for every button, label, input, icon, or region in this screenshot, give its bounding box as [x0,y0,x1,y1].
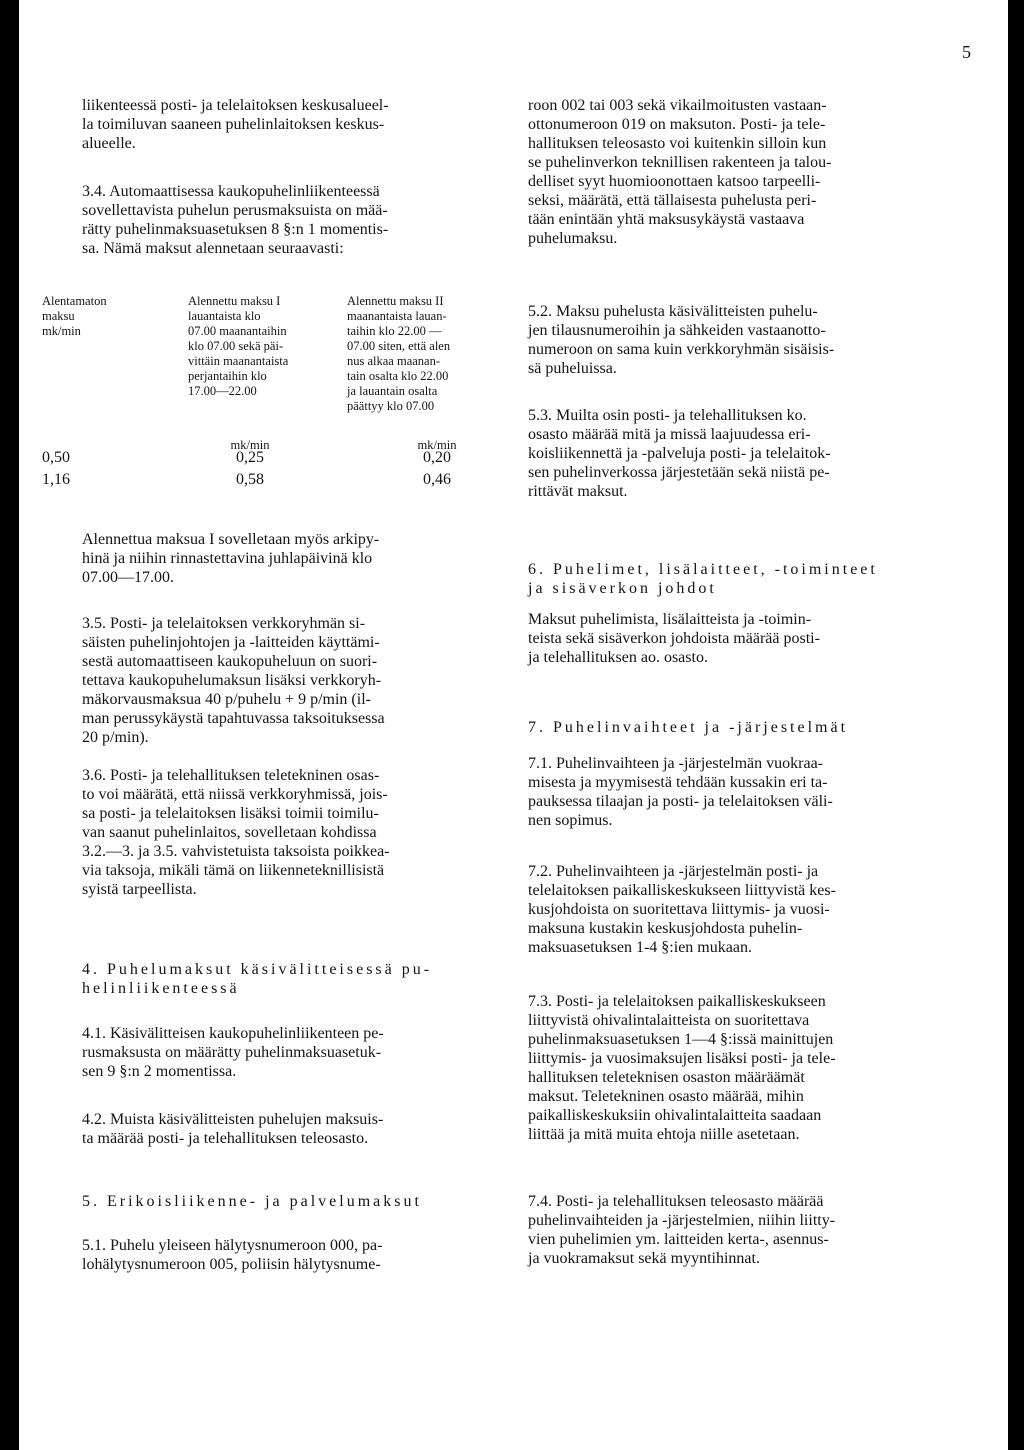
heading-6: 6. Puhelimet, lisälaitteet, -toiminteet ja sisäverkon johdot [528,561,878,597]
paragraph-6: Maksut puhelimista, lisälaitteista ja -toimin- teista sekä sisäverkon johdoista määrää posti- ja telehallituksen ao. osasto. [528,611,820,666]
paragraph-4-2: 4.2. Muista käsivälitteisten puhelujen maksuis- ta määrää posti- ja telehallituksen teleosasto. [82,1111,384,1147]
paragraph-3-4: 3.4. Automaattisessa kaukopuhelinliikenteessä sovellettavista puhelun perusmaksuista on mää- rätty puhelinmaksuasetuksen 8 §:n 1 momentis- sa. Nämä maksut alennetaan seuraavasti: [82,183,389,257]
table-header-unreduced: Alentamaton maksu mk/min [42,294,107,338]
table-unit-col3: mk/min [417,438,457,452]
paragraph-5-2: 5.2. Maksu puhelusta käsivälitteisten puhelu- jen tilausnumeroihin ja sähkeiden vastaanotto- numeroon on sama kuin verkkoryhmän sisäisis- sä puheluissa. [528,303,835,377]
table-header-reduced-2: Alennettu maksu II maanantaista lauan- taihin klo 22.00 — 07.00 siten, että alen nus alkaa maanan- tain osalta klo 22.00 ja lauantain osalta päättyy klo 07.00 [347,294,451,413]
paragraph-3-5: 3.5. Posti- ja telelaitoksen verkkoryhmän si- säisten puhelinjohtojen ja -laitteiden käyttämi- sestä automaattiseen kaukopuheluun on suori- tettava kaukopuhelumaksun lisäksi verkkoryh- mäkorvausmaksua 40 p/puhelu + 9 p/min (il- man perussykäystä tapahtuvassa taksoituksessa 20 p/min). [82,615,385,746]
paragraph-7-4: 7.4. Posti- ja telehallituksen teleosasto määrää puhelinvaihteiden ja -järjestelmien, niihin liitty- vien puhelimien ym. laitteiden kerta-, asennus- ja vuokramaksut sekä myyntihinnat. [528,1193,836,1267]
table-row-2-reduced-1: 0,58 [236,471,264,488]
page-number: 5 [962,42,971,62]
paragraph-3-6: 3.6. Posti- ja telehallituksen teletekninen osas- to voi määrätä, että niissä verkkoryhmissä, jois- sa posti- ja telelaitoksen lisäksi toimii toimilu- van saanut puhelinlaitos, sovelletaan kohdissa 3.2.—3. ja 3.5. vahvistetuista taksoista poikkea- via taksoja, mikäli tämä on liikenneteknillisistä syistä tarpeellista. [82,767,390,898]
paragraph-7-2: 7.2. Puhelinvaihteen ja -järjestelmän posti- ja telelaitoksen paikalliskeskukseen liittyvistä kes- kusjohdoista on suoritettava liittymis- ja vuosi- maksuna kustakin keskusjohdosta puhelin- maksuasetuksen 1-4 §:ien mukaan. [528,863,836,956]
paragraph-5-1: 5.1. Puhelu yleiseen hälytysnumeroon 000, pa- lohälytysnumeroon 005, poliisin hälytysnume- [82,1237,383,1273]
table-row-2-reduced-2: 0,46 [423,471,451,488]
heading-4: 4. Puhelumaksut käsivälitteisessä pu- helinliikenteessä [82,961,433,997]
paragraph-7-3: 7.3. Posti- ja telelaitoksen paikalliskeskukseen liittyvistä ohivalintalaitteista on suoritettava puhelinmaksuasetuksen 1—4 §:issä mainittujen liittymis- ja vuosimaksujen lisäksi posti- ja tele- hallituksen teleteknisen osaston määräämät maksut. Teletekninen osasto määrää, mihin paikalliskeskuksiin ohivalintalaitteita saadaan liittää ja mitä muita ehtoja niille asetetaan. [528,993,836,1143]
table-row-1-unreduced: 0,50 [42,449,70,466]
table-header-reduced-1: Alennettu maksu I lauantaista klo 07.00 maanantaihin klo 07.00 sekä päi- vittäin maanantaista perjantaihin klo 17.00—22.00 [188,294,289,398]
scan-border-right [1008,0,1024,1450]
paragraph-7-1: 7.1. Puhelinvaihteen ja -järjestelmän vuokraa- misesta ja myymisestä tehdään kussakin eri ta- pauksessa tilaajan ja posti- ja telelaitoksen väli- nen sopimus. [528,755,833,829]
heading-5: 5. Erikoisliikenne- ja palvelumaksut [82,1193,422,1210]
paragraph-continued: roon 002 tai 003 sekä vikailmoitusten vastaan- ottonumeroon 019 on maksuton. Posti- ja tele- hallituksen teleosasto voi kuitenkin silloin kun se puhelinverkon teknillisen rakenteen ja talou- delliset syyt huomioonottaen katsoo tarpeelli- seksi, määrätä, että tällaisesta puhelusta peri- tään enintään yhtä maksusykäystä vastaava puhelumaksu. [528,97,832,247]
paragraph-4-1: 4.1. Käsivälitteisen kaukopuhelinliikenteen pe- rusmaksusta on määrätty puhelinmaksuasetuk- sen 9 §:n 2 momentissa. [82,1025,384,1080]
paragraph-alennettua: Alennettua maksua I sovelletaan myös arkipy- hinä ja niihin rinnastettavina juhlapäivinä klo 07.00—17.00. [82,531,380,586]
table-row-1-reduced-2: 0,20 [423,449,451,466]
heading-7: 7. Puhelinvaihteet ja -järjestelmät [528,719,849,736]
table-unit-col2: mk/min [230,438,270,452]
paragraph-intro: liikenteessä posti- ja telelaitoksen keskusalueel- la toimiluvan saaneen puhelinlaitoksen keskus- alueelle. [82,97,389,152]
scan-border-left [0,0,19,1450]
table-row-2-unreduced: 1,16 [42,471,70,488]
table-row-1-reduced-1: 0,25 [236,449,264,466]
paragraph-5-3: 5.3. Muilta osin posti- ja telehallituksen ko. osasto määrää mitä ja missä laajuudessa eri- koisliikennettä ja -palveluja posti- ja telelaitok- sen puhelinverkossa järjestetään sekä niistä pe- rittävät maksut. [528,407,831,500]
